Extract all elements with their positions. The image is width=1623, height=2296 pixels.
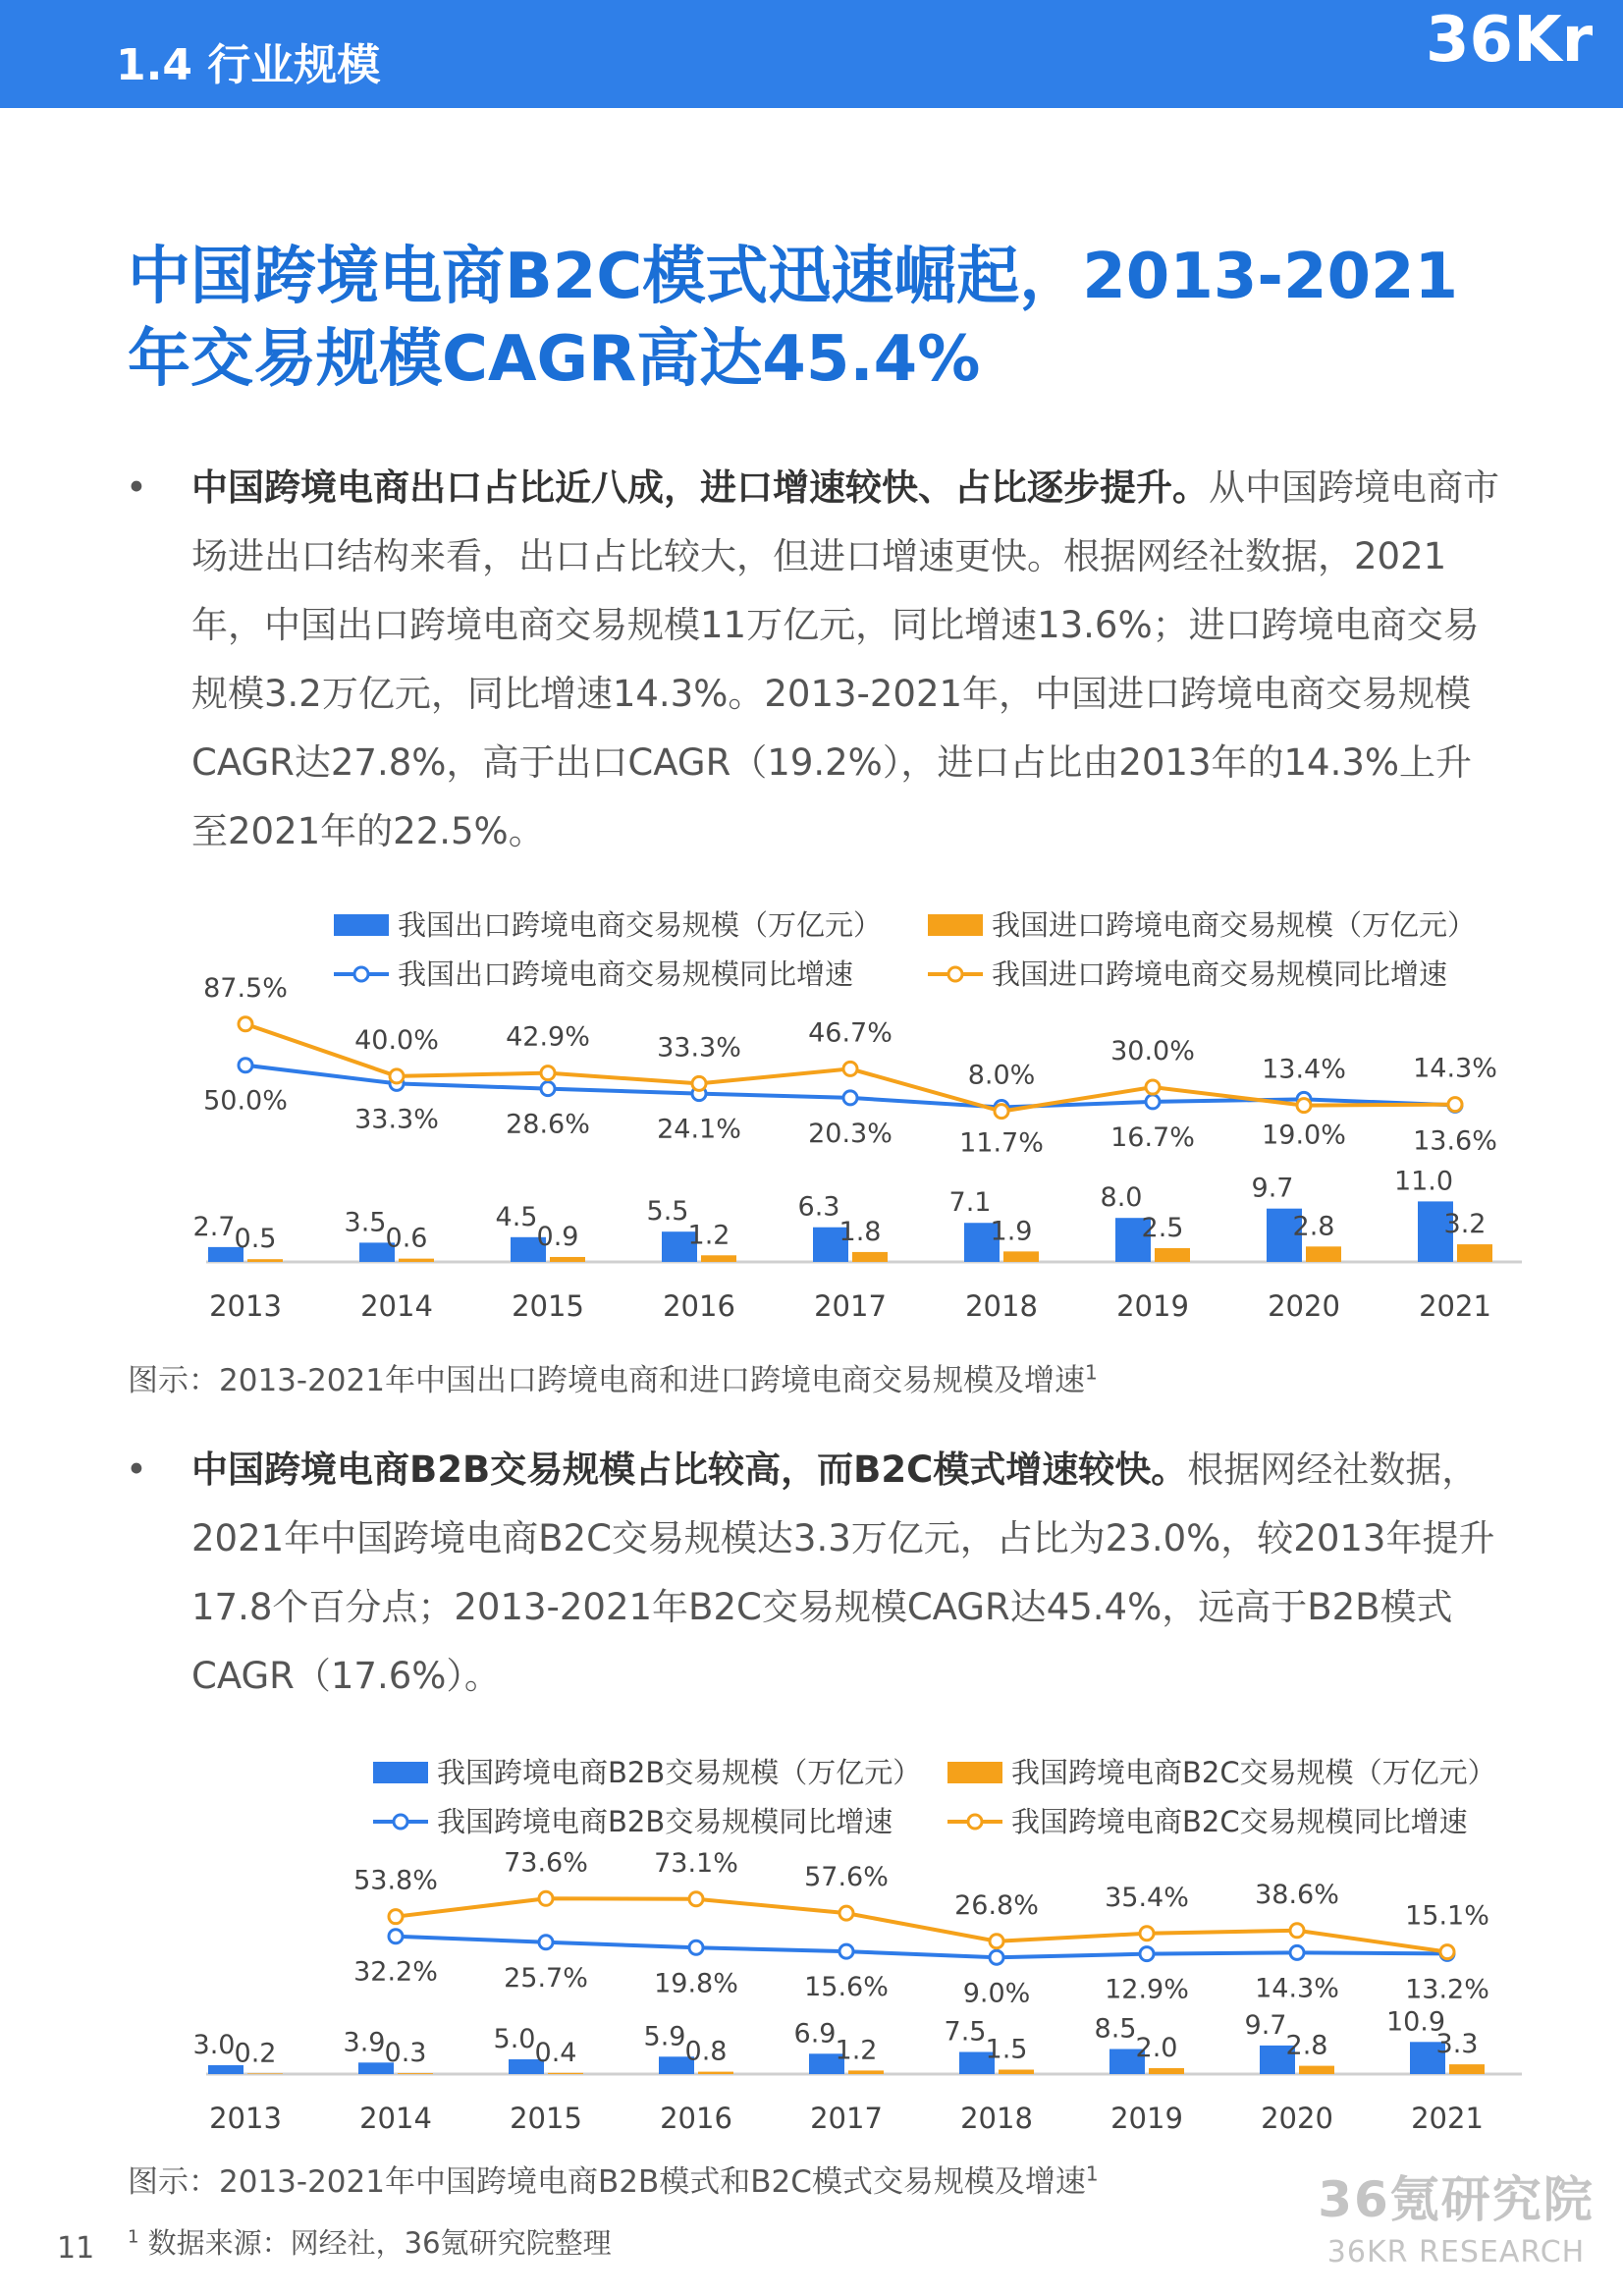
bar-label-0: 5.5	[646, 1196, 689, 1228]
series-point-1	[1440, 1945, 1454, 1959]
chart-b2b-b2c-svg	[108, 1740, 1522, 2143]
watermark-sub: 36KR RESEARCH	[1326, 2235, 1586, 2269]
bar-label-1: 2.0	[1135, 2033, 1178, 2063]
series-point-0	[1140, 1947, 1154, 1961]
series-label-0: 11.7%	[959, 1127, 1044, 1159]
section-label: 1.4 行业规模	[116, 40, 381, 90]
bar-1	[247, 1259, 283, 1262]
series-point-0	[990, 1950, 1003, 1964]
series-label-0: 28.6%	[506, 1109, 590, 1140]
series-point-1	[1448, 1098, 1462, 1112]
series-label-0: 9.0%	[962, 1978, 1031, 2009]
bar-label-1: 2.8	[1285, 2030, 1328, 2061]
page-number: 11	[57, 2231, 95, 2266]
bar-1	[1457, 1244, 1492, 1262]
series-point-1	[539, 1891, 553, 1905]
series-point-1	[1297, 1099, 1311, 1113]
series-label-0: 32.2%	[353, 1956, 438, 1988]
bar-1	[548, 2073, 583, 2074]
chart-caption-2	[128, 2157, 1099, 2201]
series-label-1: 53.8%	[353, 1865, 438, 1896]
series-label-0: 14.3%	[1255, 1973, 1339, 2004]
series-label-1: 35.4%	[1105, 1882, 1189, 1913]
bar-1	[399, 1259, 434, 1262]
page-title	[128, 236, 1522, 401]
series-point-0	[689, 1941, 703, 1954]
bullet-marker: •	[126, 466, 147, 509]
x-tick-label: 2020	[1268, 1289, 1340, 1323]
x-tick-label: 2014	[359, 2102, 432, 2135]
series-label-1: 13.4%	[1262, 1054, 1346, 1085]
bar-1	[701, 1255, 736, 1262]
series-label-0: 13.2%	[1405, 1974, 1489, 2005]
bar-label-0: 11.0	[1393, 1166, 1454, 1197]
x-tick-label: 2017	[814, 1289, 887, 1323]
footnote	[128, 2221, 612, 2262]
bar-1	[1003, 1251, 1039, 1262]
legend-swatch-1	[928, 914, 983, 936]
x-tick-label: 2021	[1419, 1289, 1491, 1323]
series-label-1: 15.1%	[1405, 1900, 1489, 1932]
series-label-1: 87.5%	[203, 972, 288, 1004]
legend-label-1: 我国跨境电商B2C交易规模（万亿元）	[1011, 1756, 1496, 1789]
footnote-sup: 1	[128, 2226, 139, 2248]
series-point-1	[995, 1105, 1008, 1119]
bar-label-1: 0.5	[234, 1224, 277, 1255]
series-label-0: 24.1%	[657, 1114, 741, 1145]
bar-label-1: 1.2	[687, 1220, 730, 1251]
series-point-0	[839, 1944, 853, 1958]
chart-caption-1	[128, 1355, 1098, 1399]
bar-label-0: 10.9	[1385, 2006, 1446, 2038]
series-label-1: 26.8%	[954, 1889, 1039, 1921]
series-label-0: 19.0%	[1262, 1120, 1346, 1151]
chart-caption-2-text: 图示：2013-2021年中国跨境电商B2B模式和B2C模式交易规模及增速	[128, 2164, 1086, 2200]
series-label-0: 25.7%	[504, 1962, 588, 1994]
page-title-line-1: 中国跨境电商B2C模式迅速崛起，2013-2021	[128, 241, 1459, 313]
bar-label-0: 8.5	[1094, 2013, 1137, 2045]
page-title-line-2: 年交易规模CAGR高达45.4%	[128, 323, 981, 396]
x-tick-label: 2015	[510, 2102, 582, 2135]
series-point-0	[1146, 1095, 1160, 1109]
bar-label-1: 1.5	[985, 2034, 1028, 2065]
bar-label-0: 3.5	[344, 1207, 387, 1238]
series-label-0: 33.3%	[354, 1104, 439, 1135]
series-point-0	[389, 1930, 403, 1943]
x-tick-label: 2017	[810, 2102, 883, 2135]
series-point-1	[390, 1069, 404, 1083]
series-label-1: 38.6%	[1255, 1879, 1339, 1910]
x-tick-label: 2018	[965, 1289, 1038, 1323]
bar-label-0: 5.9	[643, 2021, 686, 2052]
series-label-1: 40.0%	[354, 1024, 439, 1056]
legend-marker-3	[948, 967, 962, 981]
bar-1	[698, 2072, 733, 2074]
legend-swatch-0	[373, 1762, 428, 1783]
bar-label-0: 7.1	[948, 1187, 992, 1219]
series-point-0	[539, 1936, 553, 1949]
series-label-1: 73.1%	[654, 1847, 738, 1879]
legend-label-3: 我国跨境电商B2C交易规模同比增速	[1011, 1805, 1468, 1838]
bar-label-1: 0.3	[384, 2038, 427, 2069]
x-tick-label: 2020	[1261, 2102, 1333, 2135]
series-label-0: 13.6%	[1413, 1125, 1497, 1157]
series-point-0	[843, 1091, 857, 1105]
chart-b2b-b2c	[108, 1740, 1522, 2143]
bar-label-1: 0.2	[234, 2038, 277, 2069]
series-label-1: 14.3%	[1413, 1053, 1497, 1084]
x-tick-label: 2013	[209, 1289, 282, 1323]
x-tick-label: 2019	[1116, 1289, 1189, 1323]
bar-1	[550, 1257, 585, 1262]
bar-1	[1155, 1248, 1190, 1262]
x-tick-label: 2016	[660, 2102, 732, 2135]
series-point-0	[239, 1059, 252, 1072]
series-label-1: 73.6%	[504, 1847, 588, 1879]
bar-1	[999, 2070, 1034, 2075]
bar-label-1: 3.3	[1435, 2029, 1479, 2060]
bar-label-0: 7.5	[944, 2016, 987, 2048]
chart-export-import-svg	[108, 884, 1522, 1326]
series-label-0: 50.0%	[203, 1085, 288, 1117]
bar-label-0: 3.0	[192, 2030, 236, 2060]
x-tick-label: 2018	[960, 2102, 1033, 2135]
chart-caption-2-sup: 1	[1085, 2161, 1099, 2186]
legend-label-2: 我国跨境电商B2B交易规模同比增速	[437, 1805, 893, 1838]
series-label-0: 12.9%	[1105, 1974, 1189, 2005]
bar-1	[852, 1252, 888, 1262]
series-label-0: 19.8%	[654, 1968, 738, 1999]
bar-label-0: 4.5	[495, 1201, 538, 1232]
bar-label-1: 2.8	[1292, 1211, 1335, 1242]
series-point-1	[1140, 1927, 1154, 1941]
bar-label-1: 1.9	[990, 1216, 1033, 1247]
series-point-1	[1290, 1924, 1304, 1938]
bar-1	[1449, 2064, 1485, 2074]
chart-caption-1-sup: 1	[1084, 1360, 1098, 1385]
series-point-1	[843, 1062, 857, 1075]
bar-label-1: 2.5	[1141, 1213, 1184, 1243]
bar-1	[398, 2073, 433, 2074]
bar-label-1: 0.6	[385, 1223, 428, 1254]
brand-logo-text: 36Kr	[1426, 4, 1594, 77]
bar-label-1: 0.4	[534, 2037, 577, 2068]
series-label-0: 15.6%	[804, 1972, 889, 2003]
x-tick-label: 2013	[209, 2102, 282, 2135]
bar-label-0: 2.7	[192, 1211, 236, 1242]
legend-label-0: 我国出口跨境电商交易规模（万亿元）	[398, 908, 883, 942]
series-label-0: 20.3%	[808, 1118, 893, 1149]
series-label-1: 30.0%	[1110, 1036, 1195, 1067]
legend-label-0: 我国跨境电商B2B交易规模（万亿元）	[437, 1756, 922, 1789]
series-label-1: 57.6%	[804, 1862, 889, 1893]
bar-label-1: 1.8	[839, 1216, 882, 1247]
chart-caption-1-text: 图示：2013-2021年中国出口跨境电商和进口跨境电商交易规模及增速	[128, 1363, 1085, 1398]
series-label-1: 8.0%	[967, 1060, 1036, 1091]
x-tick-label: 2016	[663, 1289, 735, 1323]
bullet-body: 从中国跨境电商市场进出口结构来看，出口占比较大，但进口增速更快。根据网经社数据，2021年，中国出口跨境电商交易规模11万亿元，同比增速13.6%；进口跨境电商交易规模3.2万亿元，同比增速14.3%。2013-2021年，中国进口跨境电商交易规模CAGR达27.8%，高于出口CAGR（19.2%），进口占比由2013年的14.3%上升至2021年的22.5%。	[191, 466, 1499, 852]
legend-label-1: 我国进口跨境电商交易规模（万亿元）	[992, 908, 1477, 942]
bar-label-1: 0.9	[536, 1221, 579, 1252]
bar-1	[1306, 1246, 1341, 1262]
bar-label-0: 8.0	[1100, 1182, 1143, 1214]
bar-label-0: 9.7	[1251, 1173, 1294, 1204]
bar-label-1: 1.2	[835, 2035, 878, 2066]
footnote-text: 数据来源：网经社，36氪研究院整理	[147, 2226, 612, 2260]
bar-label-1: 3.2	[1443, 1209, 1487, 1240]
series-point-1	[990, 1935, 1003, 1948]
bar-label-0: 6.9	[793, 2018, 837, 2050]
series-point-1	[689, 1892, 703, 1906]
series-label-1: 33.3%	[657, 1032, 741, 1064]
bar-label-1: 0.8	[684, 2036, 728, 2067]
x-tick-label: 2015	[512, 1289, 584, 1323]
series-label-1: 46.7%	[808, 1017, 893, 1049]
legend-marker-2	[394, 1815, 407, 1829]
legend-swatch-0	[334, 914, 389, 936]
series-point-1	[389, 1910, 403, 1924]
series-point-1	[839, 1906, 853, 1920]
legend-marker-3	[968, 1815, 982, 1829]
legend-label-2: 我国出口跨境电商交易规模同比增速	[398, 957, 854, 991]
bar-1	[247, 2073, 283, 2074]
series-point-1	[692, 1076, 706, 1090]
series-point-0	[1290, 1945, 1304, 1959]
series-point-0	[541, 1082, 555, 1096]
legend-swatch-1	[947, 1762, 1002, 1783]
brand-logo	[1414, 0, 1623, 108]
series-point-1	[1146, 1080, 1160, 1094]
bar-label-0: 5.0	[493, 2024, 536, 2054]
bullet-body: 根据网经社数据，2021年中国跨境电商B2C交易规模达3.3万亿元，占比为23.0%，较2013年提升17.8个百分点；2013-2021年B2C交易规模CAGR达45.4%，远高于B2B模式CAGR（17.6%）。	[191, 1449, 1495, 1697]
legend-marker-2	[354, 967, 368, 981]
chart-export-import	[108, 884, 1522, 1326]
watermark-main: 36氪研究院	[1318, 2171, 1595, 2228]
bar-1	[1149, 2068, 1184, 2074]
legend-label-3: 我国进口跨境电商交易规模同比增速	[992, 957, 1448, 991]
bar-1	[1299, 2066, 1334, 2074]
watermark	[1294, 2160, 1618, 2269]
series-point-1	[541, 1066, 555, 1080]
bullet-lead: 中国跨境电商出口占比近八成，进口增速较快、占比逐步提升。	[191, 466, 1209, 509]
x-tick-label: 2019	[1110, 2102, 1183, 2135]
bullet-marker: •	[126, 1449, 147, 1491]
x-tick-label: 2014	[360, 1289, 433, 1323]
series-label-0: 16.7%	[1110, 1121, 1195, 1153]
bar-1	[848, 2070, 884, 2074]
bar-label-0: 9.7	[1244, 2009, 1287, 2041]
series-label-1: 42.9%	[506, 1021, 590, 1053]
series-point-1	[239, 1017, 252, 1031]
bar-label-0: 3.9	[343, 2027, 386, 2058]
bar-label-0: 6.3	[797, 1191, 840, 1223]
bullet-lead: 中国跨境电商B2B交易规模占比较高，而B2C模式增速较快。	[191, 1449, 1188, 1491]
x-tick-label: 2021	[1411, 2102, 1484, 2135]
